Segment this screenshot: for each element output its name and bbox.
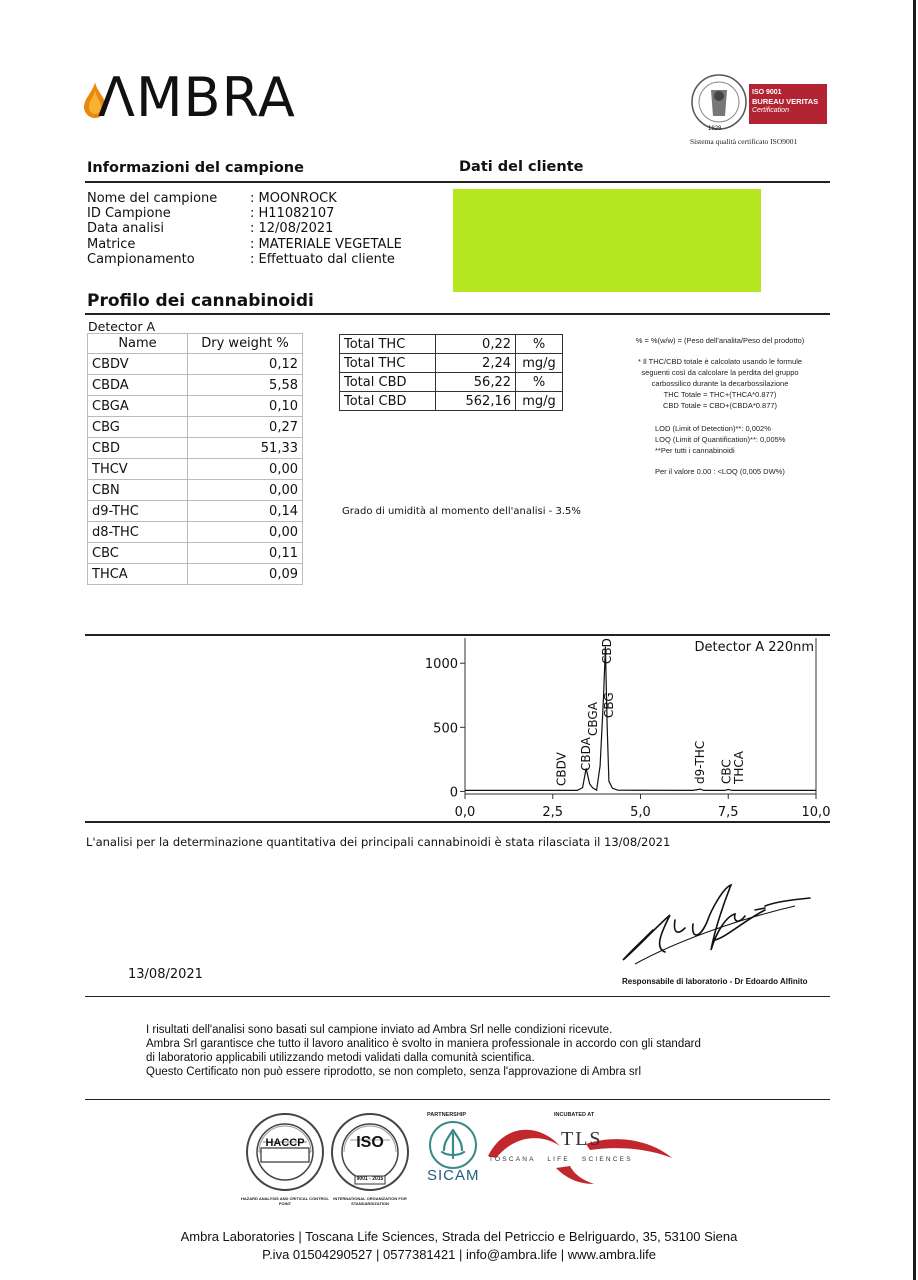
total-unit: mg/g [516,354,563,373]
x-tick-label: 7,5 [717,805,739,820]
iso-year: 9001 - 2015 [356,1176,384,1182]
peak-label: d9-THC [693,740,708,784]
table-row [88,501,303,522]
total-value: 0,22 [436,335,516,354]
detector-label: Detector A [88,319,155,334]
note-loq: LOQ (Limit of Quantification)**: 0,005% [655,435,786,444]
note-formula-4: CBD Totale = CBD+(CBDA*0.877) [662,401,778,410]
row-value: 51,33 [188,438,303,459]
table-row [88,375,303,396]
peak-label: CBG [601,692,616,718]
tls-label: TLS [561,1128,603,1150]
table-row [88,396,303,417]
row-value: 0,14 [188,501,303,522]
row-value: 0,11 [188,543,303,564]
page-edge [913,0,916,1280]
client-info-title: Dati del cliente [459,159,584,175]
total-label: Total CBD [340,373,436,392]
row-name: CBN [88,480,188,501]
row-value: 5,58 [188,375,303,396]
header-name: Name [88,334,188,354]
table-row [88,480,303,501]
row-value: 0,27 [188,417,303,438]
haccp-ring-text: HAZARD ANALYSIS AND CRITICAL CONTROL POINT [241,1196,329,1206]
client-redaction-box [453,189,761,292]
disclaimer-line-1: Ambra Srl garantisce che tutto il lavoro analitico è svolto in maniera professionale in accordo con gli standard [146,1038,701,1050]
note-formula-3: THC Totale = THC+(THCA*0.877) [663,390,777,399]
logo-text: ΛMBRA [98,66,296,129]
iso-ring-text: INTERNATIONAL ORGANIZATION FOR STANDARDIZATION [333,1196,407,1206]
note-formula-0: * Il THC/CBD totale è calcolato usando le formule [637,357,803,366]
totals-table [339,334,563,411]
peak-label: CBGA [586,702,601,736]
peak-label: CBDA [579,737,594,771]
total-unit: % [516,335,563,354]
iso-label: ISO [356,1134,384,1151]
seal-year: 1828 [708,126,722,132]
sample-label-id: ID Campione [87,206,171,221]
sample-value-id: : H11082107 [250,206,335,221]
sample-info-title: Informazioni del campione [87,160,304,176]
tls-subtitle: TOSCANA LIFE SCIENCES [489,1156,633,1163]
bv-cert-label: Certification [752,107,789,114]
iso-label: ISO 9001 [752,89,782,96]
x-tick-label: 5,0 [630,805,651,820]
table-row [88,354,303,375]
certification-caption: Sistema qualità certificato ISO9001 [690,137,798,146]
signature-divider [85,996,830,997]
haccp-badge-icon [245,1112,325,1192]
y-tick-label: 0 [449,785,458,801]
release-statement: L'analisi per la determinazione quantitativa dei principali cannabinoidi è stata rilasciata il 13/08/2021 [86,835,671,849]
row-value: 0,10 [188,396,303,417]
total-value: 2,24 [436,354,516,373]
sample-label-name: Nome del campione [87,191,218,206]
row-name: CBDA [88,375,188,396]
x-tick-label: 2,5 [542,805,564,820]
row-name: d8-THC [88,522,188,543]
table-row [88,522,303,543]
row-name: CBG [88,417,188,438]
totals-row [340,354,563,373]
profile-divider [85,313,830,315]
total-label: Total CBD [340,392,436,411]
row-value: 0,00 [188,459,303,480]
y-tick-label: 1000 [424,657,458,673]
y-tick-label: 500 [433,721,458,737]
peak-label: THCA [731,751,746,784]
totals-row [340,335,563,354]
x-tick-label: 10,0 [801,805,831,820]
total-value: 562,16 [436,392,516,411]
disclaimer-divider [85,1099,830,1100]
sample-label-date: Data analisi [87,221,164,236]
sicam-label: SICAM [427,1167,480,1184]
note-zero-value: Per il valore 0.00 : <LOQ (0,005 DW%) [655,467,785,476]
row-name: CBD [88,438,188,459]
disclaimer [146,1023,701,1079]
chart-bottom-divider [85,821,830,823]
table-row [88,543,303,564]
bureau-veritas-badge [691,72,827,136]
table-header-row [88,334,303,354]
header-divider [85,181,830,183]
ambra-logo [84,68,304,128]
total-label: Total THC [340,335,436,354]
bv-org-label: BUREAU VERITAS [752,97,819,106]
table-row [88,564,303,585]
header-dry-weight: Dry weight % [188,334,303,354]
bureau-veritas-label-box [749,84,827,124]
profile-title: Profilo dei cannabinoidi [87,291,314,311]
signature-date: 13/08/2021 [128,967,203,982]
row-name: THCV [88,459,188,480]
sample-label-matrix: Matrice [87,237,136,252]
note-all: **Per tutti i cannabinoidi [655,446,735,455]
table-row [88,438,303,459]
signature-image [615,880,815,970]
row-value: 0,00 [188,480,303,501]
chromatogram-chart [420,636,831,820]
chromatogram-trace [465,647,816,791]
moisture-note: Grado di umidità al momento dell'analisi - 3.5% [342,506,581,517]
disclaimer-line-2: di laboratorio applicabili utilizzando metodi validati dalla comunità scientifica. [146,1052,535,1064]
sample-value-matrix: : MATERIALE VEGETALE [250,237,402,252]
total-unit: mg/g [516,392,563,411]
partnership-label: PARTNERSHIP [427,1112,467,1118]
note-formula-2: carbossilico durante la decarbossilazione [651,379,789,388]
peak-label: CBC [719,759,734,784]
peak-label: CBDV [554,752,569,786]
total-label: Total THC [340,354,436,373]
sample-value-sampling: : Effettuato dal cliente [250,252,395,267]
row-name: d9-THC [88,501,188,522]
row-value: 0,12 [188,354,303,375]
note-formula-1: seguenti così da calcolare la perdita del gruppo [641,368,799,377]
totals-row [340,373,563,392]
disclaimer-line-0: I risultati dell'analisi sono basati sul campione inviato ad Ambra Srl nelle condizioni ricevute. [146,1024,613,1036]
x-tick-label: 0,0 [454,805,476,820]
sample-value-name: : MOONROCK [250,191,337,206]
cannabinoid-table [87,333,303,585]
chart-title: Detector A 220nm [694,640,814,655]
peak-label: CBD [600,638,615,664]
row-name: CBGA [88,396,188,417]
note-lod: LOD (Limit of Detection)**: 0,002% [655,424,771,433]
total-unit: % [516,373,563,392]
sicam-emblem-icon [428,1120,478,1170]
row-name: CBDV [88,354,188,375]
responsible-label: Responsabile di laboratorio - Dr Edoardo Alfinito [622,977,808,986]
note-definition: % = %(w/w) = (Peso dell'analita/Peso del prodotto) [635,336,805,345]
table-row [88,459,303,480]
disclaimer-line-3: Questo Certificato non può essere riprodotto, se non completo, senza l'approvazione di Ambra srl [146,1066,642,1078]
row-name: CBC [88,543,188,564]
sample-label-sampling: Campionamento [87,252,195,267]
footer-contacts: P.iva 01504290527 | 0577381421 | info@ambra.life | www.ambra.life [262,1247,656,1262]
haccp-label: HACCP [265,1137,305,1149]
row-value: 0,09 [188,564,303,585]
row-value: 0,00 [188,522,303,543]
footer-address: Ambra Laboratories | Toscana Life Sciences, Strada del Petriccio e Belriguardo, 35, 53100 Siena [180,1229,738,1244]
incubated-label: INCUBATED AT [554,1112,595,1118]
table-row [88,417,303,438]
total-value: 56,22 [436,373,516,392]
totals-row [340,392,563,411]
sample-value-date: : 12/08/2021 [250,221,334,236]
row-name: THCA [88,564,188,585]
